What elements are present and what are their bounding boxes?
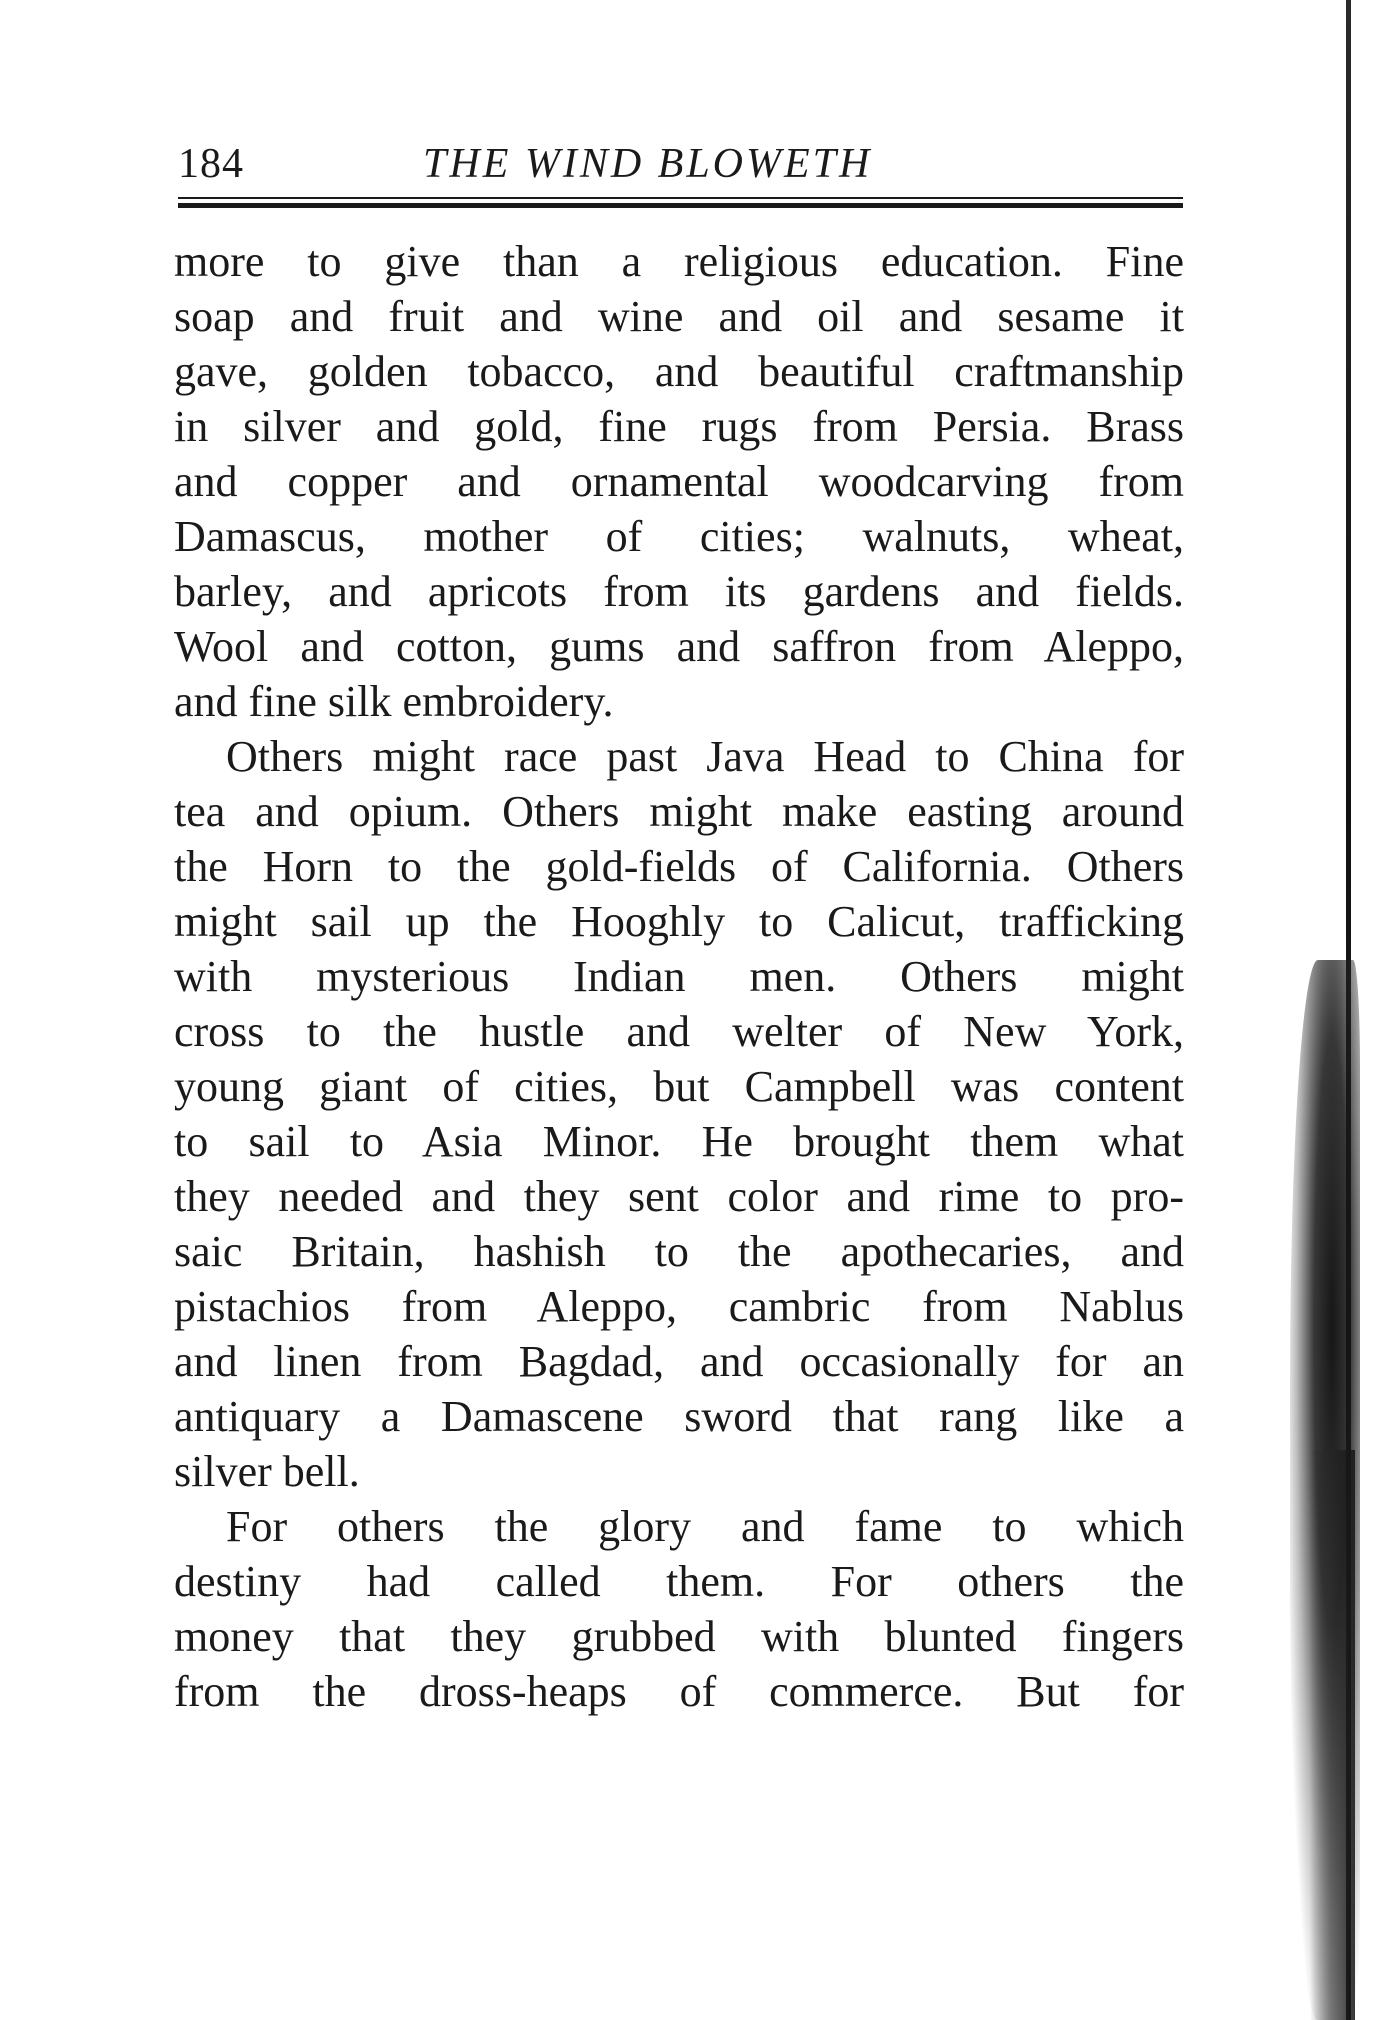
- running-head: [178, 136, 1183, 192]
- text-line: to sail to Asia Minor. He brought them what: [174, 1117, 1184, 1166]
- text-line: might sail up the Hooghly to Calicut, trafficking: [174, 897, 1184, 946]
- text-line: Damascus, mother of cities; walnuts, wheat,: [174, 512, 1184, 561]
- text-line: soap and fruit and wine and oil and sesame it: [174, 292, 1184, 341]
- text-line: from the dross-heaps of commerce. But for: [174, 1667, 1184, 1716]
- text-line: in silver and gold, fine rugs from Persia. Brass: [174, 402, 1184, 451]
- text-line: the Horn to the gold-fields of California. Others: [174, 842, 1184, 891]
- running-title: THE WIND BLOWETH: [423, 141, 873, 187]
- header-rule-thick: [178, 203, 1183, 208]
- text-line: and fine silk embroidery.: [174, 677, 614, 726]
- text-line: Wool and cotton, gums and saffron from Aleppo,: [174, 622, 1184, 671]
- text-line: pistachios from Aleppo, cambric from Nablus: [174, 1282, 1184, 1331]
- text-line: saic Britain, hashish to the apothecaries, and: [174, 1227, 1184, 1276]
- paragraph-start-line: Others might race past Java Head to China for: [226, 732, 1184, 781]
- text-line: and linen from Bagdad, and occasionally for an: [174, 1337, 1184, 1386]
- text-line: young giant of cities, but Campbell was content: [174, 1062, 1184, 1111]
- page-number: 184: [178, 141, 244, 187]
- body-text: [174, 234, 1184, 1719]
- text-line: with mysterious Indian men. Others might: [174, 952, 1184, 1001]
- text-line: silver bell.: [174, 1447, 360, 1496]
- header-rule-thin: [178, 197, 1183, 199]
- text-line: antiquary a Damascene sword that rang like a: [174, 1392, 1184, 1441]
- scan-shadow-lower: [1310, 1450, 1355, 2020]
- text-line: barley, and apricots from its gardens and fields.: [174, 567, 1184, 616]
- text-line: gave, golden tobacco, and beautiful craftmanship: [174, 347, 1184, 396]
- text-line: tea and opium. Others might make easting around: [174, 787, 1184, 836]
- text-line: they needed and they sent color and rime to pro-: [174, 1172, 1184, 1221]
- text-line: more to give than a religious education. Fine: [174, 237, 1184, 286]
- text-line: destiny had called them. For others the: [174, 1557, 1184, 1606]
- text-line: money that they grubbed with blunted fingers: [174, 1612, 1184, 1661]
- text-line: and copper and ornamental woodcarving from: [174, 457, 1184, 506]
- paragraph-start-line: For others the glory and fame to which: [226, 1502, 1184, 1551]
- text-line: cross to the hustle and welter of New York,: [174, 1007, 1184, 1056]
